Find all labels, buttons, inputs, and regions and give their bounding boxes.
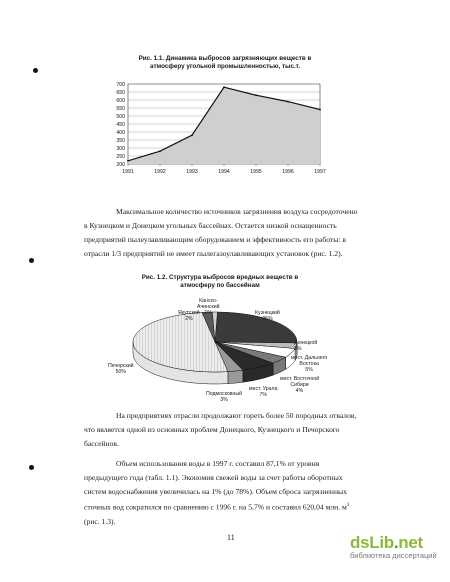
- data-point: [255, 94, 257, 96]
- pie-label-kansk-name-1: Канско-: [199, 298, 218, 304]
- paragraph-2-line-3: бассейнов.: [84, 439, 119, 448]
- pie-label-donets-value: 3%: [294, 346, 302, 352]
- figure-2-caption-line-2: атмосферу по бассейнам: [180, 282, 260, 289]
- y-tick-label: 400: [116, 129, 125, 136]
- paragraph-1-line-2: в Кузнецком и Донецком угольных бассейнах. Остается низкой оснащенность: [84, 221, 337, 230]
- y-tick-label: 450: [116, 121, 125, 128]
- pie-label-ural: [249, 386, 277, 398]
- paragraph-3-line-4: [84, 499, 390, 515]
- paragraph-2-line-2: что является одной из основных проблем Донецкого, Кузнецкого и Печорского: [84, 425, 340, 434]
- pie-label-dv-name-2: Востока: [299, 361, 319, 367]
- x-tick-label: 1994: [218, 169, 230, 175]
- y-tick-label: 200: [116, 161, 125, 168]
- y-tick-label: 650: [116, 89, 125, 96]
- binder-hole-top: [33, 68, 38, 73]
- y-tick-label: 350: [116, 137, 125, 144]
- watermark-logo: [350, 534, 437, 551]
- figure-2-caption-line-1: Рис. 1.2. Структура выбросов вредных веществ в: [141, 274, 299, 281]
- pie-label-yakut-name: Якутский: [178, 310, 200, 316]
- data-point: [159, 150, 161, 152]
- paragraph-1-line-4: отрасли 1/3 предприятий не имеет пылегазоулавливающих установок (рис. 1.2).: [84, 249, 343, 258]
- data-point: [287, 101, 289, 103]
- watermark-subtitle: библиотека диссертаций: [350, 551, 437, 560]
- y-tick-label: 300: [116, 145, 125, 152]
- x-tick-label: 1995: [250, 169, 262, 175]
- binder-hole-middle: [29, 258, 34, 263]
- pie-label-vs-value: 4%: [295, 388, 304, 394]
- pie-label-pech-value: 50%: [115, 369, 126, 375]
- pie-label-donets-name: Донецкой: [294, 340, 318, 346]
- pie-label-kansk-value: 1%: [204, 310, 213, 316]
- paragraph-3-line-3: систем водоснабжения увеличилась на 1% (до 78%). Объем сброса загрязненных: [84, 487, 347, 496]
- y-tick-label: 250: [116, 153, 125, 160]
- emissions-area-chart: [100, 78, 340, 186]
- pie-label-podm: [206, 391, 242, 403]
- data-point: [319, 109, 321, 111]
- pie-label-pech-name: Печорский: [108, 363, 134, 369]
- watermark: [350, 534, 437, 560]
- figure-1-caption-line-2: атмосферу угольной промышленностью, тыс.т.: [149, 63, 301, 70]
- x-tick-label: 1993: [186, 169, 198, 175]
- pie-label-kuzn-name: Кузнецкий: [255, 310, 280, 316]
- figure-2-caption: [110, 274, 330, 290]
- pie-label-kuzn-value: 25%: [262, 316, 273, 322]
- binder-hole-bottom: [29, 465, 34, 470]
- pie-label-kansk: [197, 298, 220, 316]
- y-tick-label: 550: [116, 105, 125, 112]
- paragraph-3-line-4-text: сточных вод сократился по сравнению с 1996 г. на 5,7% и составил 620,04 млн. м: [84, 502, 347, 512]
- y-tick-label: 500: [116, 113, 125, 120]
- watermark-logo-dot: .: [393, 533, 399, 552]
- y-tick-label: 600: [116, 97, 125, 104]
- pie-slice-side: [228, 370, 243, 383]
- pie-label-donets: [294, 340, 317, 352]
- paragraph-1-line-1: Максимальное количество источников загрязнения воздуха сосредоточено: [116, 207, 358, 216]
- pie-label-vs-name-2: Сибири: [290, 382, 309, 388]
- pie-label-podm-name: Подмосковный: [206, 391, 243, 397]
- paragraph-3-line-2: предыдущего года (табл. 1.1). Экономия свежей воды за счет работы оборотных: [84, 473, 343, 482]
- figure-1-caption: [115, 55, 335, 71]
- pie-label-kuzn: [255, 310, 280, 322]
- cubic-superscript: 3: [346, 503, 350, 508]
- pie-label-vs-name-1: мест. Восточной: [280, 376, 320, 382]
- x-tick-label: 1991: [122, 169, 134, 175]
- pie-label-dv-value: 5%: [305, 367, 313, 373]
- pie-label-dv-name-1: мест. Дальнего: [291, 355, 328, 361]
- pie-label-yakut-value: 2%: [185, 316, 193, 322]
- x-tick-label: 1997: [314, 169, 326, 175]
- pie-label-yakut: [178, 310, 200, 322]
- data-point: [191, 134, 193, 136]
- data-point: [127, 160, 129, 162]
- x-tick-label: 1992: [154, 169, 166, 175]
- paragraph-1-line-3: предприятий пылеулавливающим оборудованием и эффективность его работы: в: [84, 235, 346, 244]
- pie-label-pech: [108, 363, 134, 375]
- paragraph-3: [84, 457, 390, 529]
- x-tick-label: 1996: [282, 169, 294, 175]
- pie-label-kansk-name-2: Ачинский: [197, 304, 220, 310]
- watermark-logo-tld: net: [398, 533, 423, 552]
- pie-label-vs: [280, 376, 319, 394]
- pie-label-dv: [291, 355, 327, 373]
- y-tick-label: 700: [116, 81, 125, 88]
- page-number: 11: [227, 533, 235, 542]
- paragraph-1: [84, 205, 390, 261]
- watermark-logo-main: dsLib: [350, 533, 394, 552]
- data-point: [223, 86, 225, 88]
- pie-label-ural-value: 7%: [259, 392, 267, 398]
- pie-label-podm-value: 3%: [220, 397, 228, 403]
- pie-label-ural-name: мест. Урала: [249, 386, 278, 392]
- paragraph-2-line-1: На предприятиях отрасли продолжают гореть более 50 породных отвалов,: [116, 411, 357, 420]
- figure-1-caption-line-1: Рис. 1.1. Динамика выбросов загрязняющих веществ в: [138, 55, 312, 62]
- paragraph-3-line-5: (рис. 1.3).: [84, 516, 116, 526]
- paragraph-3-line-1: Объем использования воды в 1997 г. составил 87,1% от уровня: [116, 459, 320, 468]
- paragraph-2: [84, 409, 390, 451]
